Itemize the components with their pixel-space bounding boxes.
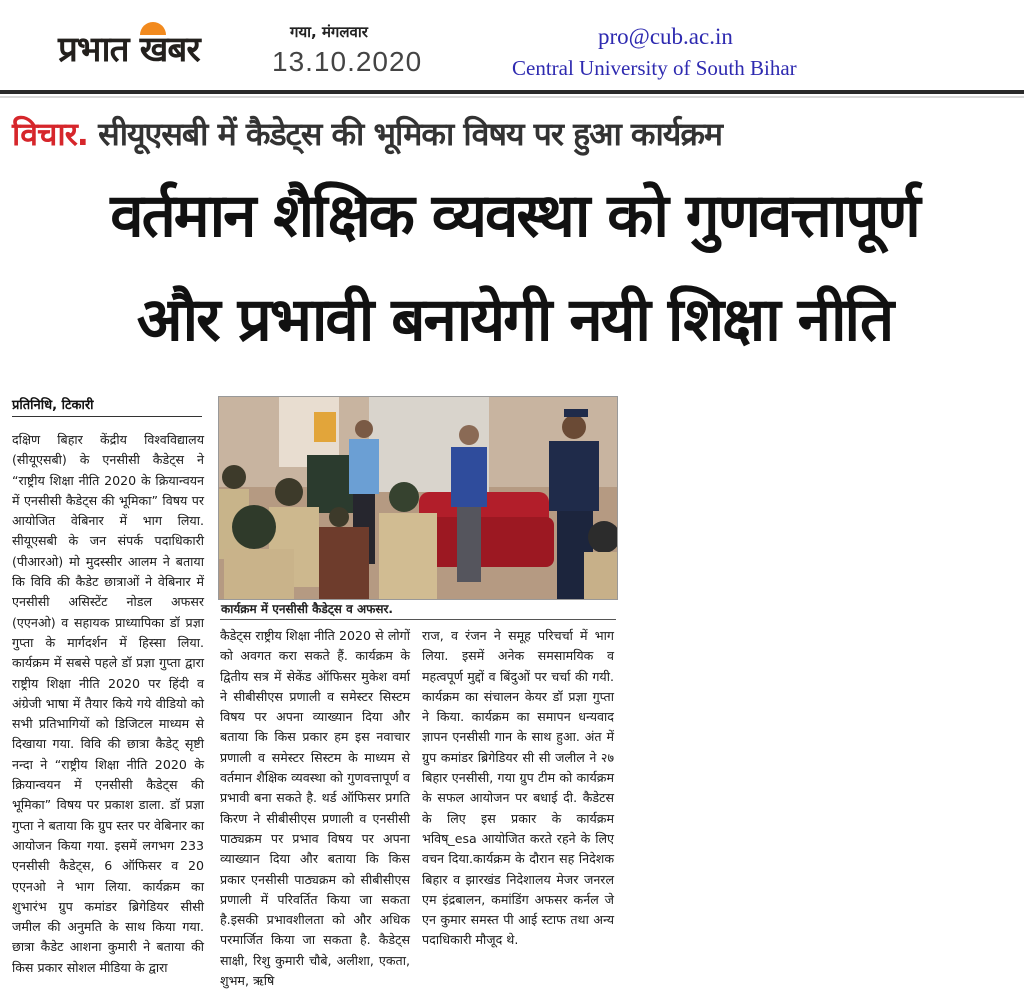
- byline-rule: [12, 416, 202, 417]
- headline-line-1: वर्तमान शैक्षिक व्यवस्था को गुणवत्तापूर्ण: [110, 181, 919, 251]
- caption-rule: [220, 619, 616, 620]
- photo-caption: कार्यक्रम में एनसीसी कैडेट्स व अफसर.: [221, 602, 393, 616]
- masthead-divider: [0, 90, 1024, 94]
- event-photo-illustration: [219, 397, 617, 599]
- byline: प्रतिनिधि, टिकारी: [12, 398, 94, 413]
- university-name: Central University of South Bihar: [512, 56, 797, 80]
- kicker-headline: [12, 112, 1017, 155]
- edition-place-day: गया, मंगलवार: [290, 23, 368, 41]
- article-column-3: राज, व रंजन ने समूह परिचर्चा में भाग लिया. इसमें अनेक समसामयिक व महत्वपूर्ण मुद्दों व बिंदुओं पर चर्चा की गयी. कार्यक्रम का संचालन केयर डॉ प्रज्ञा गुप्ता ने किया. कार्यक्रम का समापन धन्यवाद ज्ञापन एनसीसी गान के साथ हुआ. अंत में ग्रुप कमांडर ब्रिगेडियर सी सी जलील ने २७ बिहार एनसीसी, गया ग्रुप टीम को कार्यक्रम के सफल आयोजन पर बधाई दी. कैडेटस के लिए इस प्रकार के कार्यक्रम भविष्_esa आयोजित करते रहने के लिए वचन दिया.कार्यक्रम के दौरान सह निदेशक बिहार व झारखंड निदेशालय मेजर जनरल एम इंद्रबालन, कमांडिंग अफसर कर्नल जे एन कुमार समस्त पी आई स्टाफ तथा अन्य पदाधिकारी मौजूद थे.: [422, 628, 614, 948]
- event-photo: [218, 396, 618, 600]
- kicker-label: विचार.: [12, 115, 88, 153]
- newspaper-logo: प्रभात खबर: [58, 30, 200, 70]
- article-column-1: दक्षिण बिहार केंद्रीय विश्वविद्यालय (सीयूएसबी) के एनसीसी कैडेट्स ने “राष्ट्रीय शिक्षा नीति 2020 के क्रियान्वयन में एनसीसी कैडेट्स की भूमिका” विषय पर आयोजित वेबिनार में भाग लिया. सीयूएसबी के जन संपर्क पदाधिकारी (पीआरओ) मो मुदस्सीर आलम ने बताया कि विवि की कैडेट छात्राओं ने वेबिनार में एनसीसी असिस्टेंट नोडल अफसर (एएनओ) व सहायक प्राध्यापिका डॉ प्रज्ञा गुप्ता के मार्गदर्शन में हिस्सा लिया. कार्यक्रम में सबसे पहले डॉ प्रज्ञा गुप्ता द्वारा राष्ट्रीय शिक्षा नीति 2020 पर हिंदी व अंग्रेजी भाषा में तैयार किये गये वीडियो को सभी प्रतिभागियों को डिजिटल माध्यम से दिखाया गया. विवि की छात्रा कैडेट् सृष्टी नन्दा ने “राष्ट्रीय शिक्षा नीति 2020 के क्रियान्वयन में एनसीसी कैडेट्स की भूमिका” विषय पर प्रकाश डाला. डॉ प्रज्ञा गुप्ता ने बताया कि ग्रुप स्तर पर वेबिनार का आयोजन किया गया. इसमें लगभग 233 एनसीसी कैडेट्स, 6 ऑफिसर व 20 एएनओ ने भाग लिया. कार्यक्रम का शुभारंभ ग्रुप कमांडर ब्रिगेडियर सीसी जमील की अनुमति के साथ किया गया. छात्रा कैडेट आशना कुमारी ने बताया की किस प्रकार सोशल मीडिया के द्वारा: [12, 432, 204, 975]
- masthead: [0, 0, 1024, 92]
- kicker-text: सीयूएसबी में कैडेट्स की भूमिका विषय पर हुआ कार्यक्रम: [98, 115, 723, 153]
- contact-email: pro@cub.ac.in: [598, 24, 733, 49]
- masthead-divider-thin: [0, 96, 1024, 98]
- issue-date: 13.10.2020: [272, 46, 423, 77]
- headline-line-2: और प्रभावी बनायेगी नयी शिक्षा नीति: [136, 285, 893, 355]
- article-column-2: कैडेट्स राष्ट्रीय शिक्षा नीति 2020 से लोगों को अवगत करा सकते हैं. कार्यक्रम के द्वितीय सत्र में सेकेंड ऑफिसर मुकेश वर्मा ने सीबीसीएस प्रणाली व समेस्टर सिस्टम विषय पर अपना व्याख्यान दिया और बताया कि किस प्रकार हम इस नवाचार प्रणाली व समेस्टर सिस्टम के माध्यम से वर्तमान शैक्षिक व्यवस्था को गुणवत्तापूर्ण व प्रभावी बना सकते है. थर्ड ऑफिसर प्रगति किरण ने सीबीसीएस प्रणाली व एनसीसी पाठ्यक्रम पर प्रभाव विषय पर अपना व्याख्यान दिया और बताया कि किस प्रकार एनसीसी पाठ्यक्रम को सीबीसीएस प्रणाली में परिवर्तित किया जा सकता है.इसकी प्रभावशीलता को और अधिक परमार्जित किया जा सकता है. कैडेट्स साक्षी, रिशु कुमारी चौबे, अलीशा, एकता, शुभम, ऋषि: [220, 628, 410, 989]
